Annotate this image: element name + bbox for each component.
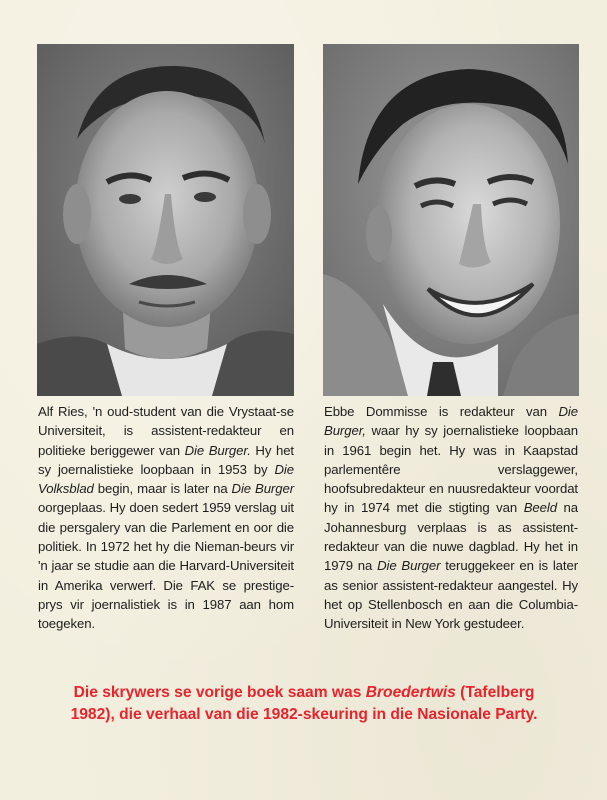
previous-book-note: [60, 682, 548, 725]
book-title: Broedertwis: [365, 684, 456, 701]
portrait-illustration: [323, 44, 579, 396]
bio-text: begin, maar is later na: [93, 481, 232, 497]
publication-name: Die Burger: [377, 558, 441, 574]
bio-text: teruggekeer en is later as senior assistent-redakteur aangestel. Hy het op Stellenbosch en aan die Columbia-Universiteit in New York gestudeer.: [324, 558, 578, 632]
author-photo-alf-ries: [37, 44, 294, 396]
bio-text: waar hy sy joernalistieke loopbaan in 1961 begin het. Hy was in Kaapstad parlementêre verslaggewer, hoofsubredakteur en nuusredakteur voordat hy in 1974 met die stigting van: [324, 423, 578, 516]
publication-name: Die Burger: [231, 481, 294, 497]
bio-text: oorgeplaas. Hy doen sedert 1959 verslag uit die persgalery van die Parlement en oor die politiek. In 1972 het hy die Nieman-beurs vir 'n jaar se studie aan die Harvard-Universiteit in Amerika verwerf. Die FAK se prestige-prys vir joernalistiek is in 1987 aan hom toegeken.: [38, 500, 294, 632]
author-photo-ebbe-dommisse: [323, 44, 579, 396]
publication-name: Die Burger.: [184, 442, 251, 458]
note-text: (Tafelberg 1982), die verhaal van die 1982-skeuring in die Nasionale Party.: [70, 684, 538, 723]
portrait-illustration: [37, 44, 294, 396]
author-bio-ebbe-dommisse: [324, 402, 578, 634]
publication-name: Die Volksblad: [38, 461, 294, 497]
bio-text: Alf Ries, 'n oud-student van die Vrystaat-se Universiteit, is assistent-redakteur en politieke beriggewer van: [38, 404, 294, 458]
publication-name: Die Burger,: [324, 404, 578, 439]
note-text: Die skrywers se vorige boek saam was: [73, 684, 366, 701]
bio-text: Ebbe Dommisse is redakteur van: [324, 404, 559, 419]
author-bio-alf-ries: [38, 402, 294, 634]
bio-text: Hy het sy joernalistieke loopbaan in 1953 by: [38, 442, 294, 477]
publication-name: Beeld: [523, 500, 557, 516]
bio-text: na Johannesburg verplaas is as assistent-redakteur van die nuwe dagblad. Hy het in 1979 na: [324, 500, 578, 574]
